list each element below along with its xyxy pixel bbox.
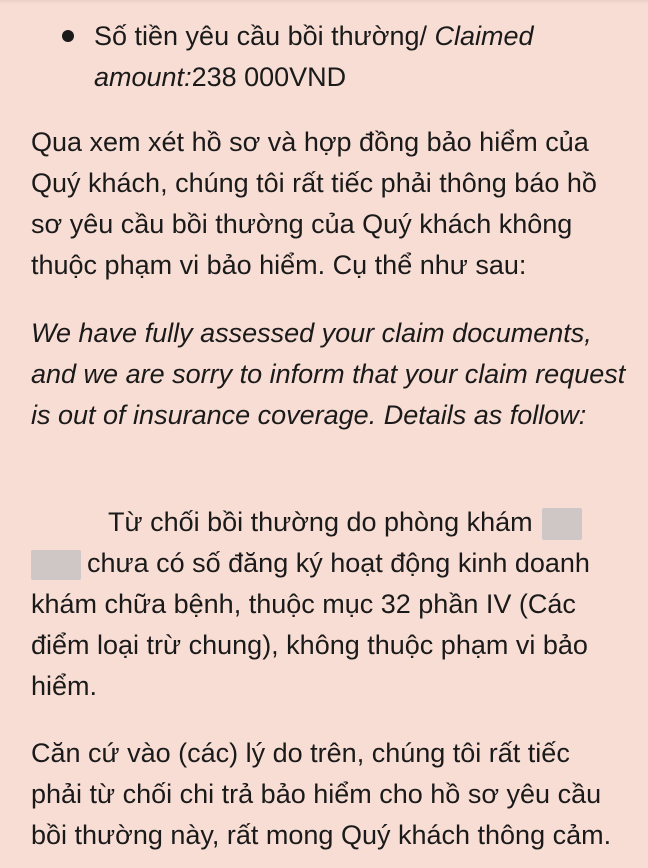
assessment-paragraph-en: We have fully assessed your claim documents, and we are sorry to inform that your claim request is out of insurance coverage. Details as follow: (31, 318, 626, 430)
claimed-amount-colon: : (184, 62, 192, 92)
redacted-clinic-name-part-1 (542, 508, 582, 540)
claimed-amount-label-vi: Số tiền yêu cầu bồi thường/ (94, 21, 427, 51)
claimed-amount-bullet (62, 16, 622, 98)
claimed-amount-value: 238 000VND (191, 62, 347, 92)
top-edge-shadow (0, 0, 648, 4)
rejection-reason-paragraph (31, 502, 626, 707)
rejection-reason-start: Từ chối bồi thường do phòng khám (108, 507, 533, 537)
conclusion-paragraph: Căn cứ vào (các) lý do trên, chúng tôi rất tiếc phải từ chối chi trả bảo hiểm cho hồ sơ yêu cầu bồi thường này, rất mong Quý khách thông cảm. (31, 738, 612, 850)
bullet-dot-icon (62, 30, 74, 42)
assessment-paragraph-vi: Qua xem xét hồ sơ và hợp đồng bảo hiểm của Quý khách, chúng tôi rất tiếc phải thông báo hồ sơ yêu cầu bồi thường của Quý khách không thuộc phạm vi bảo hiểm. Cụ thể như sau: (31, 127, 597, 280)
claimed-amount-text (94, 16, 622, 98)
rejection-reason-rest: chưa có số đăng ký hoạt động kinh doanh khám chữa bệnh, thuộc mục 32 phần IV (Các điểm loại trừ chung), không thuộc phạm vi bảo hiểm. (31, 548, 590, 701)
redacted-clinic-name-part-2 (31, 550, 81, 580)
claimed-amount-label-en: Claimed amount (94, 21, 534, 92)
